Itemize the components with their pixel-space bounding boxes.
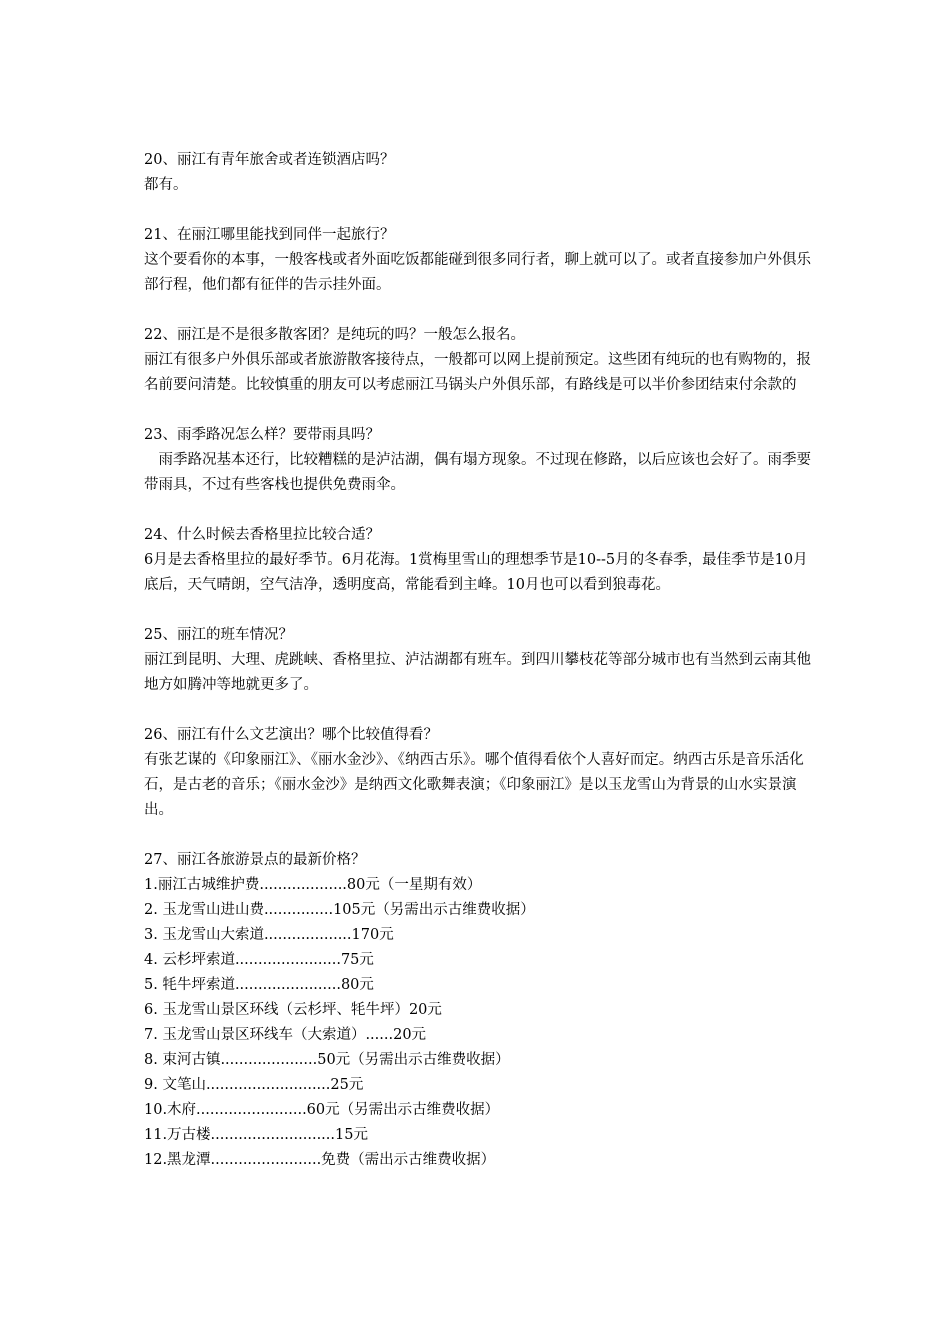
qa-25 [144,623,814,698]
answer: 雨季路况基本还行，比较糟糕的是泸沽湖，偶有塌方现象。不过现在修路，以后应该也会好了。雨季要带雨具，不过有些客栈也提供免费雨伞。 [144,452,811,493]
answer: 丽江到昆明、大理、虎跳峡、香格里拉、泸沽湖都有班车。到四川攀枝花等部分城市也有当然到云南其他地方如腾冲等地就更多了。 [144,652,811,693]
list-item: 8. 束河古镇.....................50元（另需出示古维费收据） [144,1052,510,1068]
list-item: 12.黑龙潭........................免费（需出示古维费收据） [144,1152,496,1168]
answer: 这个要看你的本事，一般客栈或者外面吃饭都能碰到很多同行者，聊上就可以了。或者直接参加户外俱乐部行程，他们都有征伴的告示挂外面。 [144,252,811,293]
question: 27、丽江各旅游景点的最新价格？ [144,852,366,868]
qa-27-prices [144,848,814,1173]
qa-21 [144,223,814,298]
list-item: 2. 玉龙雪山进山费...............105元（另需出示古维费收据） [144,902,535,918]
qa-23 [144,423,814,498]
qa-26 [144,723,814,823]
question: 22、丽江是不是很多散客团？是纯玩的吗？一般怎么报名。 [144,327,525,343]
list-item: 1.丽江古城维护费...................80元（一星期有效） [144,877,482,893]
question: 21、在丽江哪里能找到同伴一起旅行？ [144,227,395,243]
answer: 6月是去香格里拉的最好季节。6月花海。1赏梅里雪山的理想季节是10--5月的冬春季，最佳季节是10月底后，天气晴朗，空气洁净，透明度高，常能看到主峰。10月也可以看到狼毒花。 [144,552,808,593]
question: 20、丽江有青年旅舍或者连锁酒店吗？ [144,152,395,168]
question: 25、丽江的班车情况？ [144,627,293,643]
answer: 丽江有很多户外俱乐部或者旅游散客接待点，一般都可以网上提前预定。这些团有纯玩的也有购物的，报名前要问清楚。比较慎重的朋友可以考虑丽江马锅头户外俱乐部，有路线是可以半价参团结束付余款的 [144,352,811,393]
qa-22 [144,323,814,398]
list-item: 4. 云杉坪索道.......................75元 [144,952,374,968]
answer: 都有。 [144,177,188,193]
list-item: 10.木府........................60元（另需出示古维费收据） [144,1102,500,1118]
list-item: 11.万古楼...........................15元 [144,1127,368,1143]
list-item: 6. 玉龙雪山景区环线（云杉坪、牦牛坪）20元 [144,1002,442,1018]
document-body [144,148,814,1198]
qa-24 [144,523,814,598]
price-list [144,873,814,1173]
list-item: 9. 文笔山...........................25元 [144,1077,364,1093]
qa-20 [144,148,814,198]
question: 23、雨季路况怎么样？要带雨具吗？ [144,427,380,443]
list-item: 5. 牦牛坪索道.......................80元 [144,977,374,993]
question: 24、什么时候去香格里拉比较合适？ [144,527,380,543]
question: 26、丽江有什么文艺演出？哪个比较值得看？ [144,727,438,743]
list-item: 7. 玉龙雪山景区环线车（大索道）......20元 [144,1027,427,1043]
answer: 有张艺谋的《印象丽江》、《丽水金沙》、《纳西古乐》。哪个值得看依个人喜好而定。纳西古乐是音乐活化石，是古老的音乐；《丽水金沙》是纳西文化歌舞表演；《印象丽江》是以玉龙雪山为背景的山水实景演出。 [144,752,804,818]
list-item: 3. 玉龙雪山大索道...................170元 [144,927,394,943]
